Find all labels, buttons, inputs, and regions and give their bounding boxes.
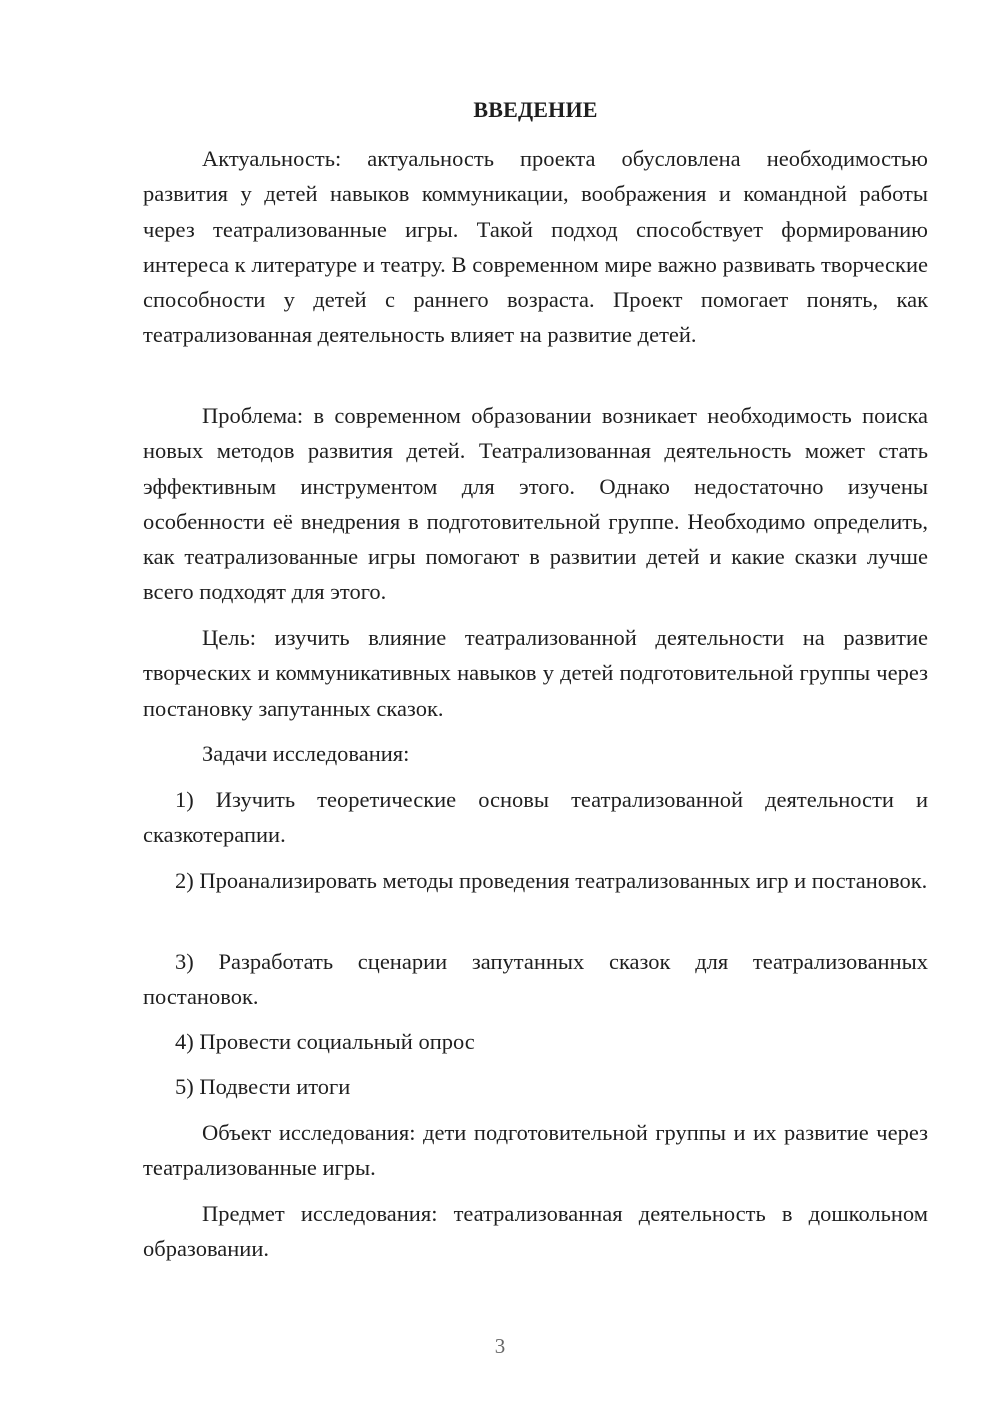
paragraph-object: Объект исследования: дети подготовительной группы и их развитие через театрализованные игры. <box>143 1120 928 1181</box>
task-item-2: 2) Проанализировать методы проведения театрализованных игр и постановок. <box>175 868 928 893</box>
paragraph-subject-line: Предмет исследования: театрализованная деятельность в дошкольном образовании. <box>143 1201 928 1262</box>
paragraph-relevance: Актуальность: актуальность проекта обусловлена необходимостью развития у детей навыков коммуникации, воображения и командной работы через театрализованные игры. Такой подход способствует формированию интереса к литературе и театру. В современном мире важно развивать творческие способности у детей с раннего возраста. Проект помогает понять, как театрализованная деятельность влияет на развитие детей. <box>143 146 928 348</box>
paragraph-goal: Цель: изучить влияние театрализованной деятельности на развитие творческих и коммуникативных навыков у детей подготовительной группы через постановку запутанных сказок. <box>143 625 928 721</box>
task-item-4: 4) Провести социальный опрос <box>175 1029 475 1054</box>
page-title: ВВЕДЕНИЕ <box>473 97 598 122</box>
task-item-3: 3) Разработать сценарии запутанных сказок для театрализованных постановок. <box>143 949 928 1010</box>
page-number: 3 <box>494 1334 506 1358</box>
task-item-5: 5) Подвести итоги <box>175 1074 351 1099</box>
tasks-heading: Задачи исследования: <box>202 741 410 766</box>
task-item-1: 1) Изучить теоретические основы театрализованной деятельности и сказкотерапии. <box>143 787 928 848</box>
paragraph-problem: Проблема: в современном образовании возникает необходимость поиска новых методов развития детей. Театрализованная деятельность может стать эффективным инструментом для этого. Однако недостаточно изучены особенности её внедрения в подготовительной группе. Необходимо определить, как театрализованные игры помогают в развитии детей и какие сказки лучше всего подходят для этого. <box>143 403 928 605</box>
